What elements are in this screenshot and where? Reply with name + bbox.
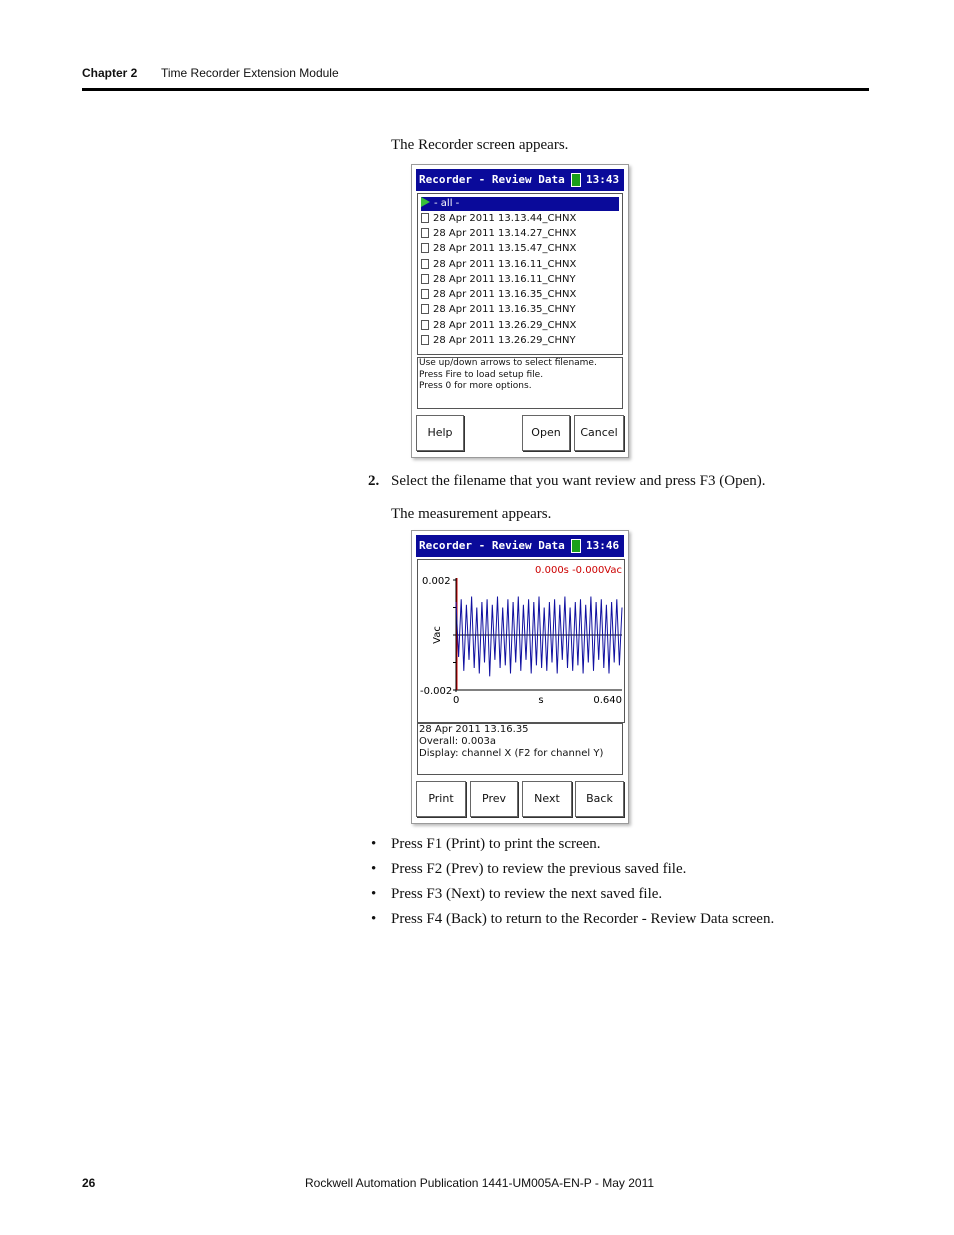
chapter-title: Time Recorder Extension Module: [161, 66, 339, 80]
list-item[interactable]: 28 Apr 2011 13.15.47_CHNX: [421, 242, 576, 256]
publication-info: Rockwell Automation Publication 1441-UM005A-EN-P - May 2011: [305, 1176, 655, 1190]
list-item[interactable]: 28 Apr 2011 13.26.29_CHNY: [421, 334, 576, 348]
chapter-label: Chapter 2: [82, 66, 138, 80]
list-item[interactable]: 28 Apr 2011 13.14.27_CHNX: [421, 227, 576, 241]
file-icon: [421, 213, 429, 223]
help-button[interactable]: Help: [416, 415, 464, 451]
waveform-series: [456, 597, 622, 677]
list-item[interactable]: - all -: [421, 197, 619, 211]
file-icon: [421, 289, 429, 299]
help-message: Use up/down arrows to select filename. Press Fire to load setup file. Press 0 for more options.: [417, 357, 623, 409]
clock-time: 13:43: [586, 173, 620, 186]
list-item[interactable]: 28 Apr 2011 13.16.35_CHNX: [421, 288, 576, 302]
screen-title-bar: [416, 535, 624, 557]
intro-measurement: The measurement appears.: [391, 506, 552, 522]
file-icon: [421, 320, 429, 330]
y-tick-label: 0.002: [422, 576, 451, 587]
file-icon: [421, 243, 429, 253]
arrow-right-icon: [421, 197, 430, 207]
list-item[interactable]: 28 Apr 2011 13.16.35_CHNY: [421, 303, 576, 317]
file-icon: [421, 259, 429, 269]
cursor-readout: 0.000s -0.000Vac: [535, 565, 622, 576]
file-icon: [421, 228, 429, 238]
battery-icon: [571, 173, 581, 187]
open-button[interactable]: Open: [522, 415, 570, 451]
header-rule: [82, 88, 869, 91]
list-item[interactable]: 28 Apr 2011 13.26.29_CHNX: [421, 319, 576, 333]
intro-recorder-screen: The Recorder screen appears.: [391, 137, 569, 153]
list-item[interactable]: 28 Apr 2011 13.16.11_CHNY: [421, 273, 576, 287]
next-button[interactable]: Next: [522, 781, 572, 817]
x-axis-label: s: [538, 695, 544, 706]
prev-button[interactable]: Prev: [470, 781, 518, 817]
clock-time: 13:46: [586, 539, 620, 552]
file-list[interactable]: [417, 193, 623, 355]
y-tick-label: -0.002: [420, 686, 453, 697]
page-number: 26: [82, 1176, 96, 1190]
screen-title-bar: [416, 169, 624, 191]
file-icon: [421, 274, 429, 284]
screen-title: Recorder - Review Data: [419, 173, 565, 186]
list-item[interactable]: 28 Apr 2011 13.16.11_CHNX: [421, 258, 576, 272]
recorder-review-screen: [411, 164, 629, 458]
file-icon: [421, 304, 429, 314]
measurement-screen: [411, 530, 629, 824]
back-button[interactable]: Back: [575, 781, 624, 817]
screen-title: Recorder - Review Data: [419, 539, 565, 552]
x-tick-label: 0: [453, 695, 460, 706]
file-icon: [421, 335, 429, 345]
measurement-info: 28 Apr 2011 13.16.35 Overall: 0.003a Display: channel X (F2 for channel Y): [417, 723, 623, 775]
list-item[interactable]: 28 Apr 2011 13.13.44_CHNX: [421, 212, 576, 226]
battery-icon: [571, 539, 581, 553]
x-tick-label: 0.640: [593, 695, 622, 706]
y-axis-label: Vac: [432, 626, 443, 644]
cancel-button[interactable]: Cancel: [574, 415, 624, 451]
step-number: 2.: [368, 473, 380, 489]
waveform-svg: [418, 560, 624, 722]
print-button[interactable]: Print: [416, 781, 466, 817]
waveform-chart: [417, 559, 625, 723]
step-text: Select the filename that you want review and press F3 (Open).: [391, 473, 766, 489]
